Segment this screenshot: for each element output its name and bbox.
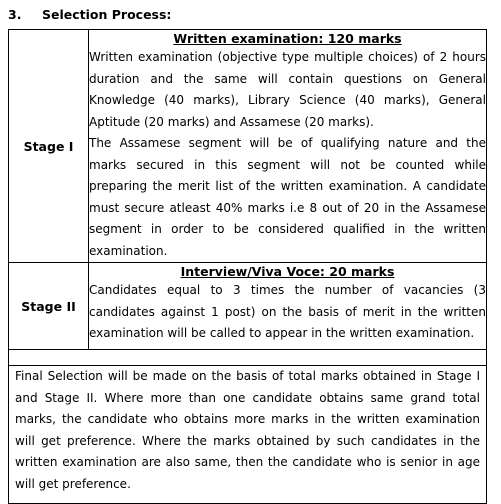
stage-2-label: Stage II <box>9 263 89 350</box>
section-heading <box>8 7 171 22</box>
stage-1-paragraph-2: The Assamese segment will be of qualifying nature and the marks secured in this segment will not be counted while preparing the merit list of the written examination. A candidate must secure atleast 40% marks i.e 8 out of 20 in the Assamese segment in order to be considered qualified in the written examination. <box>89 136 486 258</box>
stage-1-title: Written examination: 120 marks <box>173 31 402 46</box>
stage-1-label: Stage I <box>9 30 89 263</box>
stage-2-paragraph-1: Candidates equal to 3 times the number of vacancies (3 candidates against 1 post) on the basis of merit in the written examination will be called to appear in the written examination. <box>89 283 486 340</box>
section-title: Selection Process: <box>42 7 172 22</box>
selection-process-table <box>8 29 487 504</box>
stage-1-paragraph-1: Written examination (objective type multiple choices) of 2 hours duration and the same will contain questions on General Knowledge (40 marks), Library Science (40 marks), General Aptitude (20 marks) and Assamese (20 marks). <box>89 50 486 129</box>
final-selection-text: Final Selection will be made on the basis of total marks obtained in Stage I and Stage II. Where more than one candidate obtains same grand total marks, the candidate who obtains more marks in the written examination will get preference. Where the marks obtained by such candidates in the written examination are also same, then the candidate who is senior in age will get preference. <box>15 369 480 491</box>
stage-2-content <box>89 263 487 350</box>
final-selection-row <box>9 366 487 504</box>
stage-1-content <box>89 30 487 263</box>
section-number: 3. <box>8 7 22 22</box>
final-selection-cell <box>9 366 487 504</box>
stage-2-title: Interview/Viva Voce: 20 marks <box>180 264 395 279</box>
stage-row-2 <box>9 263 487 350</box>
spacer-cell <box>9 350 487 366</box>
spacer-row <box>9 350 487 366</box>
stage-row-1 <box>9 30 487 263</box>
